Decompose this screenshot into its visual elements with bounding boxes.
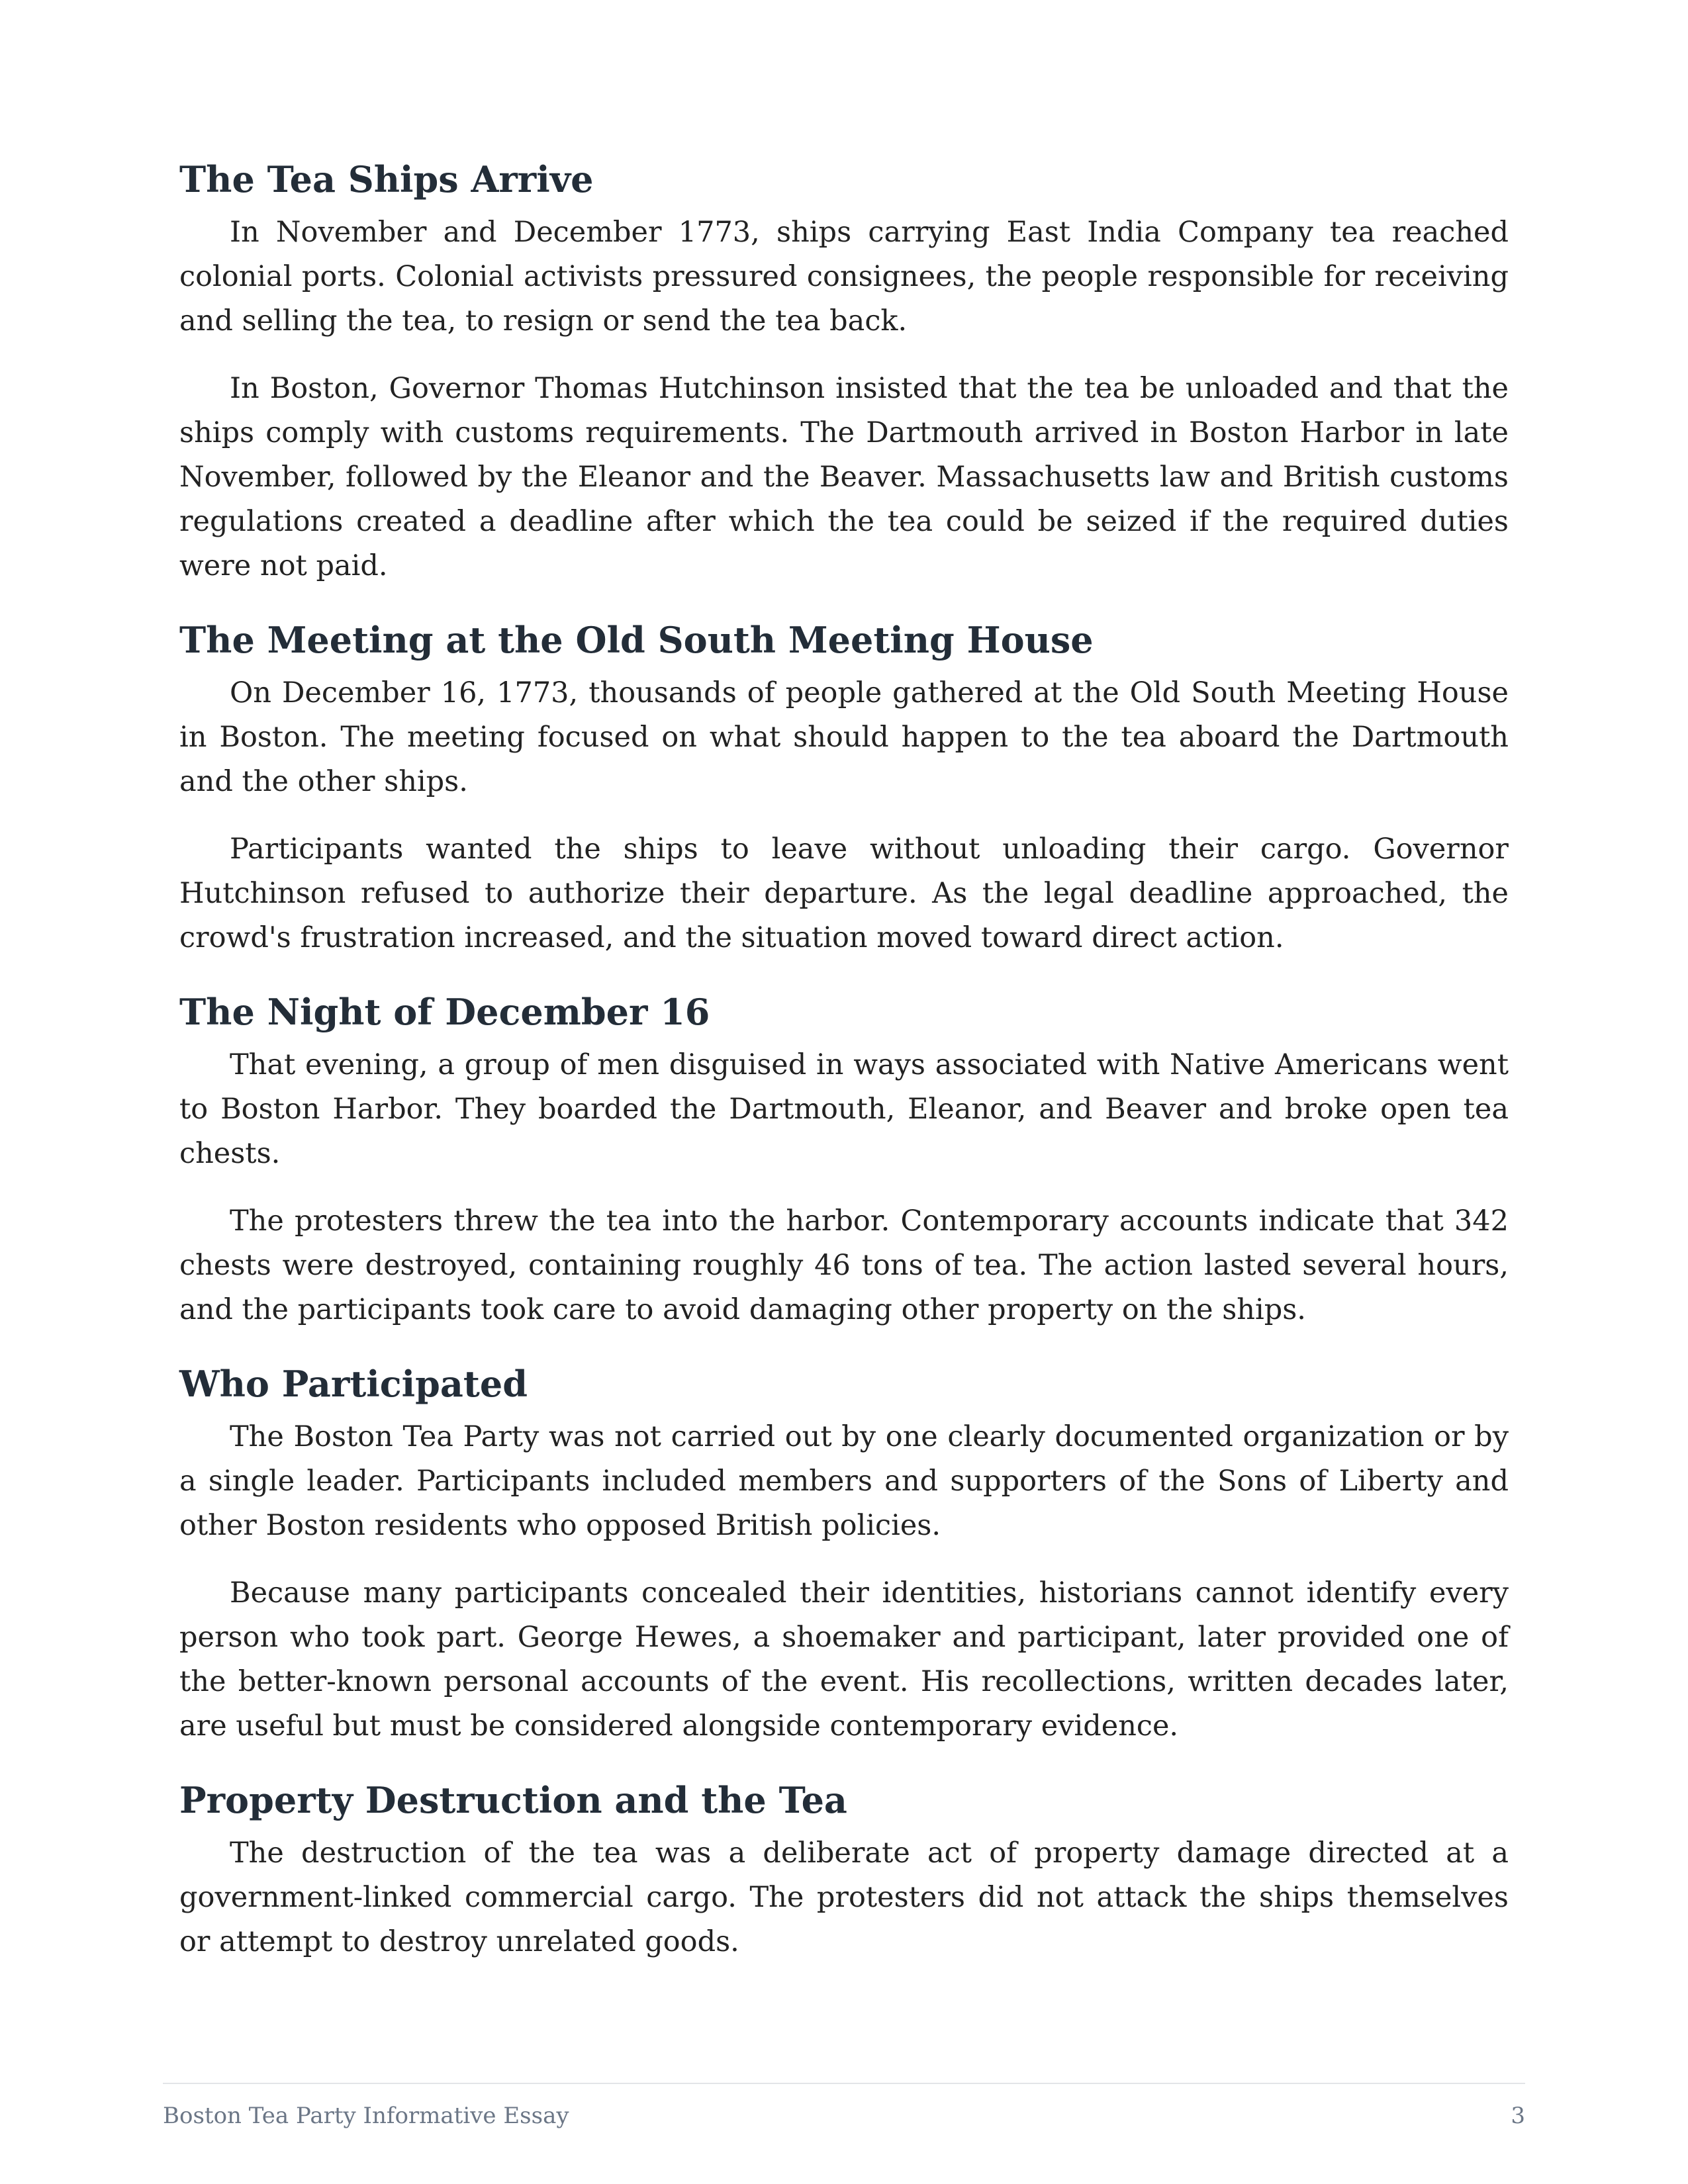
section-night-of-december-16 — [179, 989, 1509, 1332]
paragraph: That evening, a group of men disguised in ways associated with Native Americans went to Boston Harbor. They boarded the Dartmouth, Eleanor, and Beaver and broke open tea chests. — [179, 1048, 1509, 1170]
footer-page-number: 3 — [1511, 2103, 1525, 2129]
paragraph: In Boston, Governor Thomas Hutchinson insisted that the tea be unloaded and that the ships comply with customs requirements. The Dartmouth arrived in Boston Harbor in late November, followed by the Eleanor and the Beaver. Massachusetts law and British customs regulations created a deadline after which the tea could be seized if the required duties were not paid. — [179, 372, 1509, 582]
page-footer — [163, 2083, 1525, 2129]
section-heading: Property Destruction and the Tea — [179, 1779, 847, 1821]
section-who-participated — [179, 1361, 1509, 1749]
section-heading: The Night of December 16 — [179, 991, 710, 1033]
footer-document-title: Boston Tea Party Informative Essay — [163, 2103, 569, 2129]
page-content — [179, 156, 1509, 1993]
paragraph: The Boston Tea Party was not carried out by one clearly documented organization or by a single leader. Participants included members and supporters of the Sons of Liberty and other Boston residents who opposed British policies. — [179, 1420, 1509, 1542]
paragraph: In November and December 1773, ships carrying East India Company tea reached colonial ports. Colonial activists pressured consignees, the people responsible for receiving and selling the tea, to resign or send the tea back. — [179, 216, 1509, 338]
section-old-south-meeting — [179, 617, 1509, 960]
paragraph: The protesters threw the tea into the harbor. Contemporary accounts indicate that 342 chests were destroyed, containing roughly 46 tons of tea. The action lasted several hours, and the participants took care to avoid damaging other property on the ships. — [179, 1205, 1509, 1326]
paragraph: Because many participants concealed their identities, historians cannot identify every person who took part. George Hewes, a shoemaker and participant, later provided one of the better-known personal accounts of the event. His recollections, written decades later, are useful but must be considered alongside contemporary evidence. — [179, 1576, 1509, 1743]
section-heading: Who Participated — [179, 1363, 528, 1405]
section-heading: The Meeting at the Old South Meeting House — [179, 619, 1094, 661]
paragraph: On December 16, 1773, thousands of people gathered at the Old South Meeting House in Boston. The meeting focused on what should happen to the tea aboard the Dartmouth and the other ships. — [179, 676, 1509, 798]
section-heading: The Tea Ships Arrive — [179, 158, 594, 201]
paragraph: Participants wanted the ships to leave without unloading their cargo. Governor Hutchinson refused to authorize their departure. As the legal deadline approached, the crowd's frustration increased, and the situation moved toward direct action. — [179, 833, 1509, 954]
section-tea-ships-arrive — [179, 156, 1509, 588]
paragraph: The destruction of the tea was a deliberate act of property damage directed at a government-linked commercial cargo. The protesters did not attack the ships themselves or attempt to destroy unrelated goods. — [179, 1837, 1509, 1958]
section-property-destruction — [179, 1777, 1509, 1964]
